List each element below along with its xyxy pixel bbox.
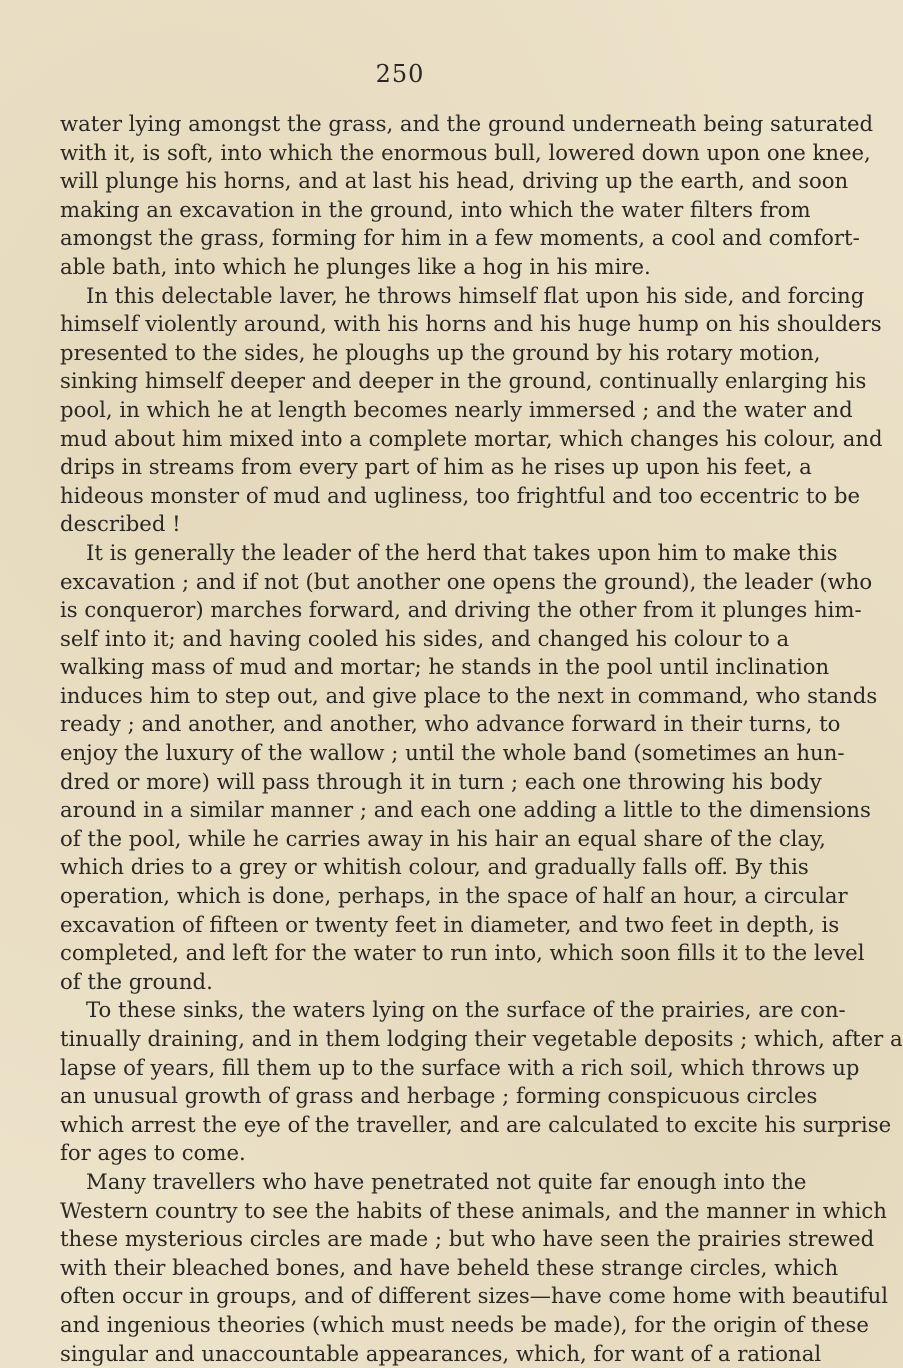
text-line: of the ground. bbox=[60, 968, 213, 994]
body-text bbox=[60, 110, 903, 1368]
text-line: mud about him mixed into a complete mortar, which changes his colour, and bbox=[60, 425, 883, 451]
text-line: of the pool, while he carries away in his hair an equal share of the clay, bbox=[60, 825, 826, 851]
text-line: self into it; and having cooled his sides, and changed his colour to a bbox=[60, 625, 790, 651]
text-line: around in a similar manner ; and each one adding a little to the dimensions bbox=[60, 797, 871, 823]
text-line: Western country to see the habits of these animals, and the manner in which bbox=[60, 1197, 887, 1223]
text-line: will plunge his horns, and at last his head, driving up the earth, and soon bbox=[60, 168, 849, 194]
text-line: ready ; and another, and another, who advance forward in their turns, to bbox=[60, 711, 841, 737]
text-line: excavation of fifteen or twenty feet in diameter, and two feet in depth, is bbox=[60, 911, 840, 937]
text-line: operation, which is done, perhaps, in the space of half an hour, a circular bbox=[60, 883, 848, 909]
text-line: pool, in which he at length becomes nearly immersed ; and the water and bbox=[60, 396, 853, 422]
text-line: hideous monster of mud and ugliness, too frightful and too eccentric to be bbox=[60, 482, 861, 508]
text-line: with their bleached bones, and have beheld these strange circles, which bbox=[60, 1254, 839, 1280]
text-line: presented to the sides, he ploughs up the ground by his rotary motion, bbox=[60, 339, 821, 365]
text-line: for ages to come. bbox=[60, 1140, 246, 1166]
text-line: often occur in groups, and of different sizes—have come home with beautiful bbox=[60, 1283, 889, 1309]
text-line: Many travellers who have penetrated not quite far enough into the bbox=[86, 1168, 807, 1194]
text-line: these mysterious circles are made ; but who have seen the prairies strewed bbox=[60, 1226, 875, 1252]
text-line: which dries to a grey or whitish colour, and gradually falls off. By this bbox=[60, 854, 809, 880]
text-line: is conqueror) marches forward, and driving the other from it plunges him- bbox=[60, 597, 862, 623]
text-line: making an excavation in the ground, into which the water filters from bbox=[60, 196, 811, 222]
text-line: lapse of years, fill them up to the surface with a rich soil, which throws up bbox=[60, 1054, 860, 1080]
text-line: walking mass of mud and mortar; he stands in the pool until inclination bbox=[60, 654, 830, 680]
text-line: described ! bbox=[60, 511, 181, 537]
page-number: 250 bbox=[375, 60, 425, 88]
text-line: with it, is soft, into which the enormous bull, lowered down upon one knee, bbox=[60, 139, 871, 165]
text-line: completed, and left for the water to run into, which soon fills it to the level bbox=[60, 940, 865, 966]
text-line: induces him to step out, and give place to the next in command, who stands bbox=[60, 682, 878, 708]
text-line: dred or more) will pass through it in turn ; each one throwing his body bbox=[60, 768, 822, 794]
text-line: and ingenious theories (which must needs be made), for the origin of these bbox=[60, 1311, 869, 1337]
text-line: an unusual growth of grass and herbage ; forming conspicuous circles bbox=[60, 1083, 818, 1109]
text-line: which arrest the eye of the traveller, and are calculated to excite his surprise bbox=[60, 1111, 892, 1137]
text-line: able bath, into which he plunges like a hog in his mire. bbox=[60, 253, 651, 279]
text-line: singular and unaccountable appearances, which, for want of a rational bbox=[60, 1340, 822, 1366]
text-line: To these sinks, the waters lying on the surface of the prairies, are con- bbox=[86, 997, 846, 1023]
text-line: amongst the grass, forming for him in a few moments, a cool and comfort- bbox=[60, 225, 860, 251]
text-line: himself violently around, with his horns and his huge hump on his shoulders bbox=[60, 311, 882, 337]
text-line: drips in streams from every part of him as he rises up upon his feet, a bbox=[60, 454, 812, 480]
text-line: enjoy the luxury of the wallow ; until the whole band (sometimes an hun- bbox=[60, 740, 845, 766]
text-line: excavation ; and if not (but another one opens the ground), the leader (who bbox=[60, 568, 873, 594]
text-line: In this delectable laver, he throws himself flat upon his side, and forcing bbox=[86, 282, 865, 308]
text-line: tinually draining, and in them lodging their vegetable deposits ; which, after a bbox=[60, 1026, 903, 1051]
text-line: sinking himself deeper and deeper in the ground, continually enlarging his bbox=[60, 368, 867, 394]
text-line: water lying amongst the grass, and the ground underneath being saturated bbox=[60, 111, 874, 136]
text-line: It is generally the leader of the herd that takes upon him to make this bbox=[86, 539, 838, 565]
